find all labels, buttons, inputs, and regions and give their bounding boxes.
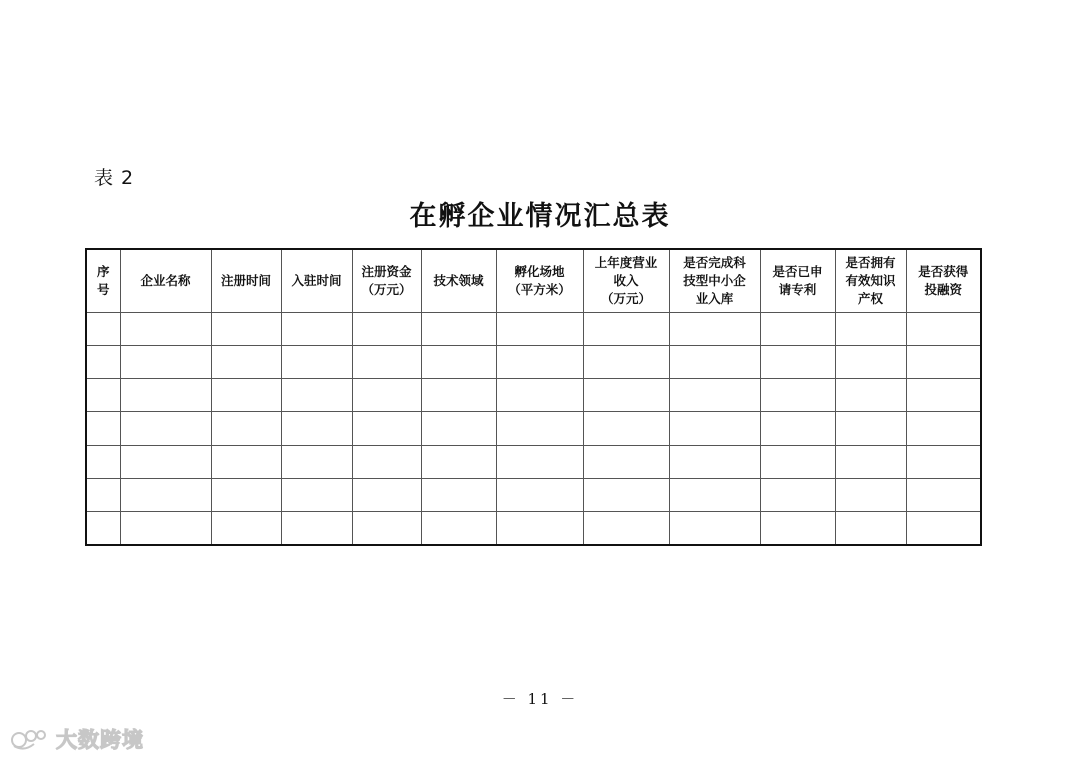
header-financing: 是否获得 投融资 xyxy=(906,249,981,313)
table-cell xyxy=(352,445,421,478)
table-cell xyxy=(86,379,120,412)
table-cell xyxy=(496,511,583,545)
table-cell xyxy=(496,478,583,511)
table-row xyxy=(86,478,981,511)
table-cell xyxy=(760,313,835,346)
table-cell xyxy=(281,412,352,445)
table-cell xyxy=(120,478,211,511)
table-cell xyxy=(835,346,906,379)
document-title: 在孵企业情况汇总表 xyxy=(409,201,671,232)
table-cell xyxy=(760,379,835,412)
table-cell xyxy=(120,445,211,478)
table-cell xyxy=(583,379,669,412)
table-cell xyxy=(211,478,281,511)
incubated-enterprise-table xyxy=(85,248,982,546)
table-cell xyxy=(496,313,583,346)
table-cell xyxy=(281,379,352,412)
table-cell xyxy=(211,511,281,545)
table-cell xyxy=(120,412,211,445)
table-cell xyxy=(352,379,421,412)
header-last-year-revenue: 上年度营业 收入 （万元） xyxy=(583,249,669,313)
table-cell xyxy=(906,445,981,478)
table-cell xyxy=(835,313,906,346)
table-cell xyxy=(352,346,421,379)
table-row xyxy=(86,313,981,346)
table-cell xyxy=(906,313,981,346)
table-cell xyxy=(669,412,760,445)
table-cell xyxy=(760,511,835,545)
header-company-name: 企业名称 xyxy=(120,249,211,313)
brand-logo-icon xyxy=(10,726,50,752)
watermark-text: 大数跨境 xyxy=(56,728,144,752)
header-incubation-area: 孵化场地 （平方米） xyxy=(496,249,583,313)
table-cell xyxy=(835,412,906,445)
table-cell xyxy=(669,445,760,478)
table-cell xyxy=(421,313,496,346)
table-cell xyxy=(906,412,981,445)
table-cell xyxy=(86,445,120,478)
table-cell xyxy=(281,511,352,545)
table-cell xyxy=(421,478,496,511)
table-cell xyxy=(211,346,281,379)
table-cell xyxy=(835,379,906,412)
table-cell xyxy=(86,346,120,379)
table-cell xyxy=(835,511,906,545)
header-registration-date: 注册时间 xyxy=(211,249,281,313)
table-cell xyxy=(281,445,352,478)
table-row xyxy=(86,511,981,545)
table-cell xyxy=(496,445,583,478)
table-cell xyxy=(760,478,835,511)
table-cell xyxy=(496,412,583,445)
table-cell xyxy=(906,379,981,412)
table-cell xyxy=(211,412,281,445)
table-cell xyxy=(583,412,669,445)
table-cell xyxy=(86,478,120,511)
table-cell xyxy=(906,346,981,379)
table-cell xyxy=(120,511,211,545)
table-header-row xyxy=(86,249,981,313)
table-cell xyxy=(281,313,352,346)
table-cell xyxy=(760,346,835,379)
table-cell xyxy=(421,511,496,545)
header-sme-registered: 是否完成科 技型中小企 业入库 xyxy=(669,249,760,313)
table-cell xyxy=(669,346,760,379)
table-cell xyxy=(835,478,906,511)
table-cell xyxy=(86,511,120,545)
watermark xyxy=(10,724,144,754)
table-cell xyxy=(583,346,669,379)
table-cell xyxy=(906,511,981,545)
table-cell xyxy=(583,313,669,346)
table-cell xyxy=(352,478,421,511)
table-cell xyxy=(760,412,835,445)
page-number: － 11 － xyxy=(501,690,579,708)
table-cell xyxy=(583,445,669,478)
table-cell xyxy=(211,379,281,412)
table-cell xyxy=(669,478,760,511)
header-move-in-date: 入驻时间 xyxy=(281,249,352,313)
table-cell xyxy=(281,346,352,379)
table-cell xyxy=(835,445,906,478)
table-cell xyxy=(496,379,583,412)
table-cell xyxy=(496,346,583,379)
table-cell xyxy=(352,412,421,445)
header-registered-capital: 注册资金 （万元） xyxy=(352,249,421,313)
table-cell xyxy=(211,313,281,346)
table-cell xyxy=(669,379,760,412)
table-cell xyxy=(352,313,421,346)
table-cell xyxy=(583,478,669,511)
table-cell xyxy=(760,445,835,478)
table-cell xyxy=(120,313,211,346)
table-cell xyxy=(352,511,421,545)
table-label: 表 2 xyxy=(94,167,135,189)
table-row xyxy=(86,412,981,445)
table-row xyxy=(86,445,981,478)
table-cell xyxy=(211,445,281,478)
table-cell xyxy=(669,313,760,346)
header-patent-applied: 是否已申 请专利 xyxy=(760,249,835,313)
table-cell xyxy=(421,346,496,379)
table-row xyxy=(86,346,981,379)
table-cell xyxy=(421,445,496,478)
table-cell xyxy=(86,412,120,445)
table-cell xyxy=(669,511,760,545)
table-cell xyxy=(281,478,352,511)
table-cell xyxy=(421,412,496,445)
table-cell xyxy=(86,313,120,346)
table-cell xyxy=(906,478,981,511)
table-row xyxy=(86,379,981,412)
header-index: 序 号 xyxy=(86,249,120,313)
table-cell xyxy=(120,379,211,412)
header-technology-field: 技术领域 xyxy=(421,249,496,313)
table-cell xyxy=(421,379,496,412)
table-cell xyxy=(120,346,211,379)
header-valid-ip: 是否拥有 有效知识 产权 xyxy=(835,249,906,313)
table-cell xyxy=(583,511,669,545)
